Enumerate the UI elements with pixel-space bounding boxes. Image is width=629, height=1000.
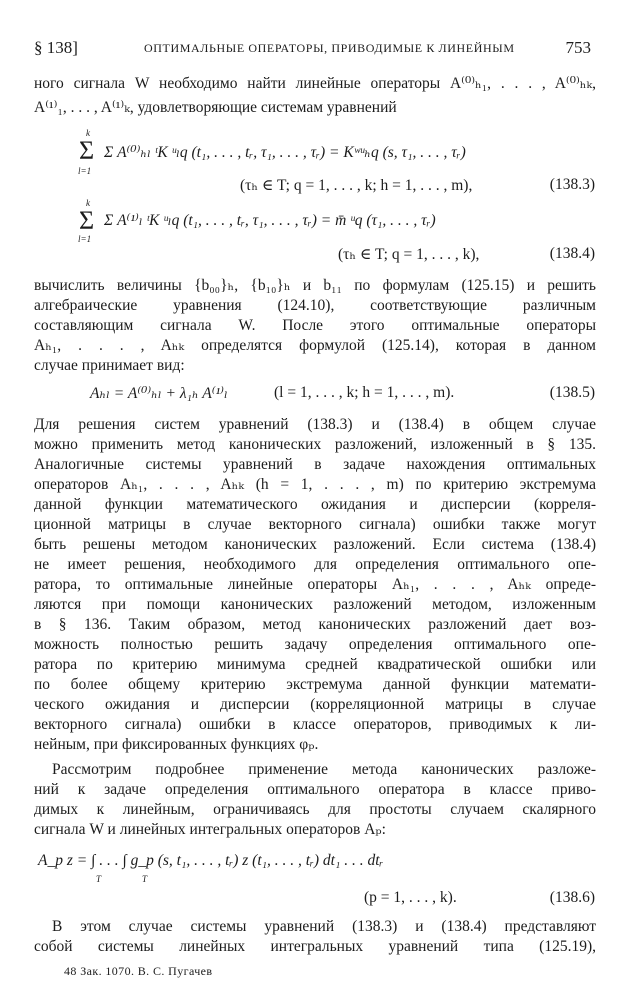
text-line: ратора по критерию минимума средней квадратической ошибки или <box>34 656 596 673</box>
text-line: Аналогичные системы уравнений в задаче нахождения оптимальных <box>34 456 596 473</box>
page-number: 753 <box>565 38 591 57</box>
text-line: не имеет решения, необходимого для определения оптимального опе- <box>34 556 596 573</box>
sum-sign: Σ <box>79 206 95 235</box>
equation-number: (138.6) <box>549 889 595 906</box>
text-line: в § 136. Таким образом, метод канонических разложений дает воз- <box>34 616 596 633</box>
text-line: ного сигнала W необходимо найти линейные операторы A⁽⁰⁾ₕ₁, . . . , A⁽⁰⁾ₕₖ, <box>34 75 596 92</box>
equation-number: (138.4) <box>549 245 595 262</box>
sum-sign: Σ <box>79 136 95 165</box>
text-line: Рассмотрим подробнее применение метода канонических разложе- <box>52 761 596 778</box>
text-line: Aₕ₁, . . . , Aₕₖ определятся формулой (125.14), которая в данном <box>34 337 596 354</box>
integral-lower-limit: T <box>142 874 148 884</box>
text-line: ляются при помощи канонических разложений методом, изложенным <box>34 596 596 613</box>
sum-upper-limit: k <box>86 128 90 138</box>
text-line: A⁽¹⁾₁, . . . , A⁽¹⁾ₖ, удовлетворяющие системам уравнений <box>34 99 397 116</box>
text-line: можность полностью решить задачу определения оптимального опе- <box>34 636 596 653</box>
text-line: быть решены методом канонических разложений. Если система (138.4) <box>34 536 596 553</box>
text-line: нейным, при фиксированных функциях φₚ. <box>34 736 319 753</box>
text-line: вычислить величины {b₀₀}ₕ, {b₁₀}ₕ и b₁₁ по формулам (125.15) и решить <box>34 277 596 294</box>
text-line: по более общему критерию экстремума данной функции математи- <box>34 676 596 693</box>
equation-138-6: A_p z = ∫ . . . ∫ g_p (s, t₁, . . . , tᵣ) z (t₁, . . . , tᵣ) dt₁ . . . dtᵣ <box>38 852 384 869</box>
equation-condition: (τₕ ∈ T; q = 1, . . . , k; h = 1, . . . , m), <box>240 177 473 194</box>
text-line: димых к линейным, ограничиваясь для простоты случаем скалярного <box>34 801 596 818</box>
equation-138-5: Aₕₗ = A⁽⁰⁾ₕₗ + λ₁ₕ A⁽¹⁾ₗ <box>90 385 228 402</box>
text-line: составляющим сигнала W. После этого оптимальные операторы <box>34 317 596 334</box>
integral-lower-limit: T <box>96 874 102 884</box>
equation-condition: (l = 1, . . . , k; h = 1, . . . , m). <box>274 384 455 401</box>
text-line: ционной матрицы в случае векторного сигнала) ошибки также могут <box>34 516 596 533</box>
sum-upper-limit: k <box>86 198 90 208</box>
text-line: алгебраические уравнения (124.10), соответствующие различным <box>34 297 596 314</box>
running-title: ОПТИМАЛЬНЫЕ ОПЕРАТОРЫ, ПРИВОДИМЫЕ К ЛИНЕЙНЫМ <box>144 41 515 55</box>
equation-138-3: Σ A⁽⁰⁾ₕₗ ᵗK ᵘₗq (t₁, . . . , tᵣ, τ₁, . . . , τᵣ) = Kʷᵘₕq (s, τ₁, . . . , τᵣ) <box>104 144 466 161</box>
text-line: векторного сигнала) ошибки в классе операторов, приводимых к ли- <box>34 716 596 733</box>
equation-condition: (τₕ ∈ T; q = 1, . . . , k), <box>338 246 480 263</box>
text-line: ратора, то оптимальные линейные операторы Aₕ₁, . . . , Aₕₖ опреде- <box>34 576 596 593</box>
text-line: сигнала W и линейных интегральных операторов Aₚ: <box>34 821 386 838</box>
sum-lower-limit: l=1 <box>78 166 92 176</box>
text-line: собой системы линейных интегральных уравнений типа (125.19), <box>34 938 596 955</box>
text-line: можно применить метод канонических разложений, изложенный в § 135. <box>34 436 596 453</box>
section-ref: § 138] <box>34 38 78 57</box>
text-line: ческого ожидания и дисперсии (корреляционной матрицы в случае <box>34 696 596 713</box>
text-line: ний к задаче определения оптимального оператора в классе приво- <box>34 781 596 798</box>
text-line: Для решения систем уравнений (138.3) и (138.4) в общем случае <box>34 416 596 433</box>
equation-condition: (p = 1, . . . , k). <box>364 889 457 906</box>
printer-footer: 48 Зак. 1070. В. С. Пугачев <box>64 964 213 978</box>
text-line: В этом случае системы уравнений (138.3) и (138.4) представляют <box>52 918 596 935</box>
sum-lower-limit: l=1 <box>78 234 92 244</box>
equation-number: (138.3) <box>549 176 595 193</box>
text-line: случае принимает вид: <box>34 357 185 374</box>
text-line: данной функции математического ожидания и дисперсии (корреля- <box>34 496 596 513</box>
equation-number: (138.5) <box>549 384 595 401</box>
text-line: операторов Aₕ₁, . . . , Aₕₖ (h = 1, . . . , m) по критерию экстремума <box>34 476 596 493</box>
running-head <box>26 38 603 60</box>
equation-138-4: Σ A⁽¹⁾ₗ ᵗK ᵘₗq (t₁, . . . , tᵣ, τ₁, . . . , τᵣ) = m̄ ᵘq (τ₁, . . . , τᵣ) <box>104 212 436 229</box>
